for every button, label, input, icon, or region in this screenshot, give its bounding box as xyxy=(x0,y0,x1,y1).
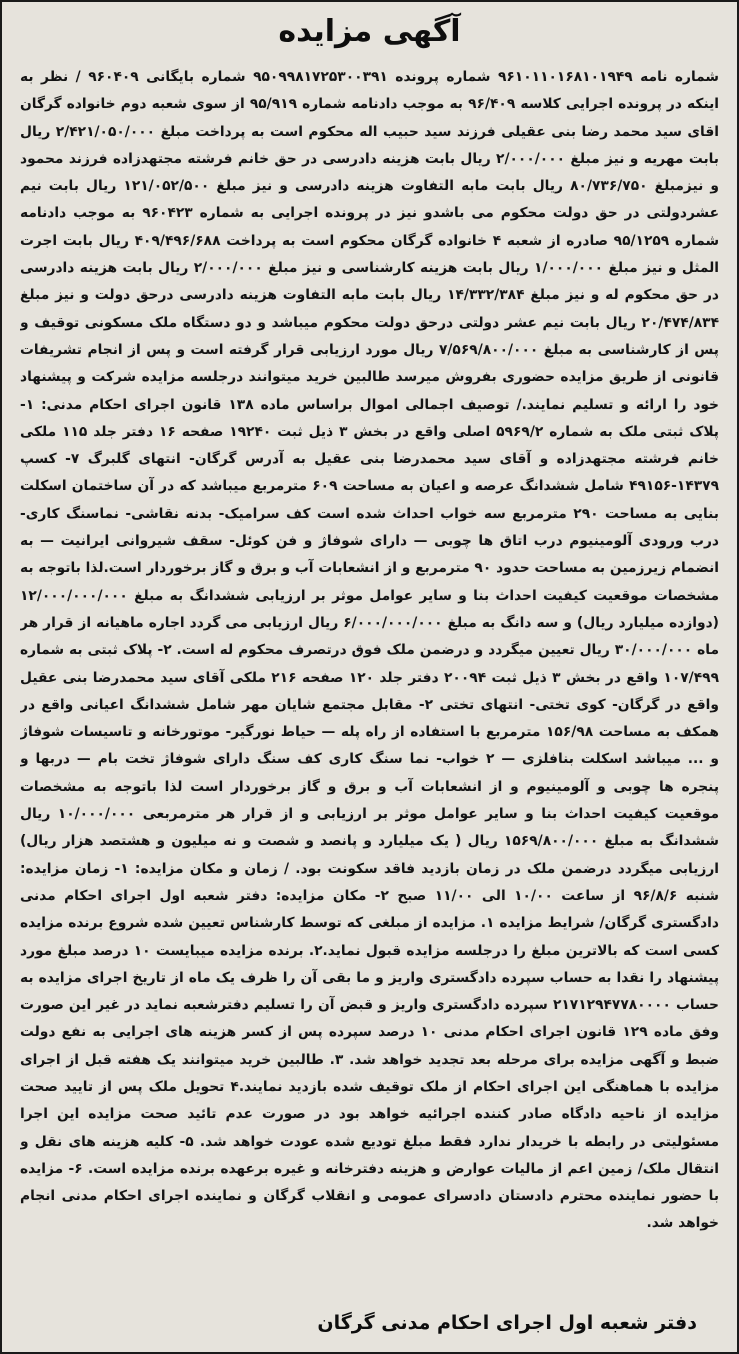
notice-body: شماره نامه ۹۶۱۰۱۱۰۱۶۸۱۰۱۹۴۹ شماره پرونده ۹۵۰۹۹۸۱۷۲۵۳۰۰۳۹۱ شماره بایگانی ۹۶۰۴۰۹ / نظر به اینکه در پرونده اجرایی کلاسه ۹۶/۴۰۹ به موجب دادنامه شماره ۹۵/۹۱۹ از سوی شعبه دوم خانواده گرگان اقای سید محمد رضا بنی عقیلی فرزند سید حبیب اله محکوم است به پرداخت مبلغ ۲/۴۲۱/۰۵۰/۰۰۰ ریال بابت مهریه و نیز مبلغ ۲/۰۰۰/۰۰۰ ریال بابت هزینه دادرسی در حق خانم فرشته مجتهدزاده فرزند محمود و نیزمبلغ ۸۰/۷۳۶/۷۵۰ ریال بابت مابه التفاوت هزینه دادرسی و نیز مبلغ ۱۲۱/۰۵۲/۵۰۰ ریال بابت نیم عشردولتی در حق دولت محکوم می باشدو نیز در پرونده اجرایی به شماره ۹۶۰۴۲۳ به موجب دادنامه شماره ۹۵/۱۲۵۹ صادره از شعبه ۴ خانواده گرگان محکوم است به پرداخت ۴۰۹/۴۹۶/۶۸۸ ریال بابت اجرت المثل و نیز مبلغ ۱/۰۰۰/۰۰۰ ریال بابت هزینه کارشناسی و نیز مبلغ ۲/۰۰۰/۰۰۰ ریال بابت هزینه دادرسی در حق محکوم له و نیز مبلغ ۱۴/۳۳۲/۳۸۴ ریال بابت مابه التفاوت هزینه دادرسی درحق دولت و نیز مبلغ ۲۰/۴۷۴/۸۳۴ ریال بابت نیم عشر دولتی درحق دولت محکوم میباشد و دو دستگاه ملک مسکونی توقیف و پس از کارشناسی به مبلغ ۷/۵۶۹/۸۰۰/۰۰۰ ریال مورد ارزیابی قرار گرفته است و پس از انجام تشریفات قانونی از طریق مزایده حضوری بفروش میرسد طالبین خرید میتوانند درجلسه مزایده شرکت و پیشنهاد خود را ارائه و تسلیم نمایند./ توصیف اجمالی اموال براساس ماده ۱۳۸ قانون اجرای احکام مدنی: ۱- پلاک ثبتی ملک به شماره ۵۹۶۹/۲ اصلی واقع در بخش ۳ ذیل ثبت ۱۹۲۴۰ صفحه ۱۶ دفتر جلد ۱۱۵ ملکی خانم فرشته مجتهدزاده و آقای سید محمدرضا بنی عقیل به آدرس گرگان- انتهای گلبرگ ۷- کسپ ۱۴۳۷۹-۴۹۱۵۶ شامل ششدانگ عرصه و اعیان به مساحت ۶۰۹ مترمربع میباشد که در آن ساختمان اسکلت بنایی به مساحت ۲۹۰ مترمربع سه خواب احداث شده است کف سرامیک- بدنه نقاشی- نماسنگ کاری- درب ورودی آلومینیوم درب اتاق ها چوبی — دارای شوفاژ و فن کوئل- سقف شیروانی ایرانیت — به انضمام زیرزمین به مساحت حدود ۹۰ مترمربع و از انشعابات آب و برق و گاز برخوردار است.لذا باتوجه به مشخصات موقعیت کیفیت احداث بنا و سایر عوامل موثر بر ارزیابی ششدانگ به مبلغ ۱۲/۰۰۰/۰۰۰/۰۰۰ (دوازده میلیارد ریال) و سه دانگ به مبلغ ۶/۰۰۰/۰۰۰/۰۰۰ ریال ارزیابی می گردد اجاره ماهیانه از قرار هر ماه ۳۰/۰۰۰/۰۰۰ ریال تعیین میگردد و درضمن ملک فوق درتصرف محکوم له است. ۲- پلاک ثبتی به شماره ۱۰۷/۴۹۹ واقع در بخش ۳ ذیل ثبت ۲۰۰۹۴ دفتر جلد ۱۲۰ صفحه ۲۱۶ ملکی آقای سید محمدرضا بنی عقیل واقع در گرگان- کوی تختی- انتهای تختی ۲- مقابل مجتمع شایان مهر شامل ششدانگ اعیانی واقع در همکف به مساحت ۱۵۶/۹۸ مترمربع با استفاده از راه پله — حیاط نورگیر- موتورخانه و تاسیسات شوفاژ و ... میباشد اسکلت بنافلزی — ۲ خواب- نما سنگ کاری کف سنگ دارای شوفاژ تخت بام — دربها و پنجره ها چوبی و آلومینیوم و از انشعابات آب و برق و گاز برخوردار است لذا باتوجه به مشخصات موقعیت کیفیت احداث بنا و سایر عوامل موثر بر ارزیابی و از قرار هر مترمربعی ۱۰/۰۰۰/۰۰۰ ریال ششدانگ به مبلغ ۱۵۶۹/۸۰۰/۰۰۰ ریال ( یک میلیارد و پانصد و شصت و نه میلیون و هشتصد هزار ریال) ارزیابی میگردد درضمن ملک در زمان بازدید فاقد سکونت بود. / زمان و مکان مزایده: ۱- زمان مزایده: شنبه ۹۶/۸/۶ از ساعت ۱۰/۰۰ الی ۱۱/۰۰ صبح ۲- مکان مزایده: دفتر شعبه اول اجرای احکام مدنی دادگستری گرگان/ شرایط مزایده ۱. مزایده از مبلغی که توسط کارشناس تعیین شده شروع برنده مزایده کسی است که بالاترین مبلغ را درجلسه مزایده قبول نماید.۲. برنده مزایده میبایست ۱۰ درصد مبلغ مورد پیشنهاد را نقدا به حساب سپرده دادگستری واریز و ما بقی آن را ظرف یک ماه از تاریخ اجرای مزایده به حساب ۲۱۷۱۲۹۴۷۷۸۰۰۰۰ سپرده دادگستری واریز و قبض آن را تسلیم دفترشعبه نماید در غیر این صورت وفق ماده ۱۲۹ قانون اجرای احکام مدنی ۱۰ درصد سپرده پس از کسر هزینه های اجرایی به نفع دولت ضبط و آگهی مزایده برای مرحله بعد تجدید خواهد شد. ۳. طالبین خرید میتوانند یک هفته قبل از اجرای مزایده با هماهنگی این اجرای احکام از ملک توقیف شده بازدید نمایند.۴ تحویل ملک پس از تایید صحت مزایده از ناحیه دادگاه صادر کننده اجرائیه خواهد بود در صورت عدم تائید صحت مزایده این اجرا مسئولیتی در رابطه با خریدار ندارد فقط مبلغ تودیع شده عودت خواهد شد. ۵- کلیه هزینه های نقل و انتقال ملک/ زمین اعم از مالیات عوارض و هزینه دفترخانه و غیره برعهده برنده مزایده است. ۶- مزایده با حضور نماینده محترم دادستان دادسرای عمومی و انقلاب گرگان و نماینده اجرای احکام مدنی انجام خواهد شد. xyxy=(20,69,719,1232)
notice-title: آگهی مزایده xyxy=(278,14,461,49)
notice-signature: دفتر شعبه اول اجرای احکام مدنی گرگان xyxy=(317,1312,697,1334)
